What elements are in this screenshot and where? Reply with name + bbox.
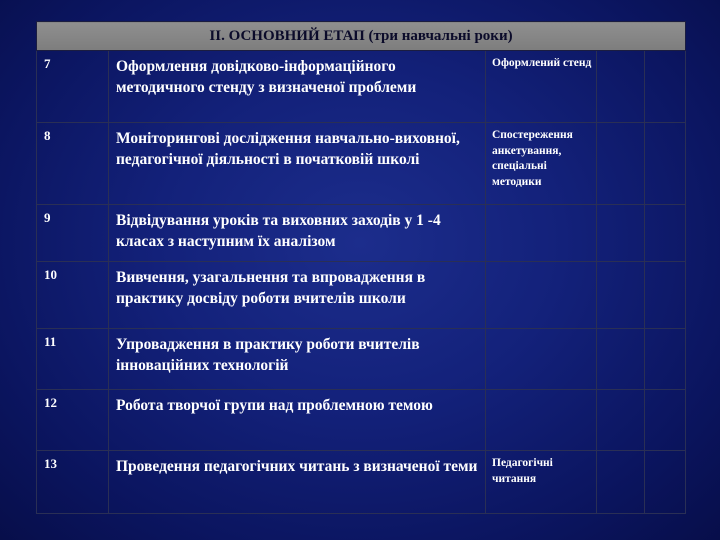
table-row (37, 262, 686, 329)
row-form (486, 390, 597, 451)
row-form: Педагогічні читання (486, 451, 597, 514)
row-number: 12 (37, 390, 109, 451)
row-empty-cell (597, 51, 645, 123)
row-empty-cell (645, 451, 686, 514)
row-task: Робота творчої групи над проблемною темою (109, 390, 486, 451)
row-empty-cell (597, 390, 645, 451)
row-empty-cell (645, 205, 686, 262)
table-row (37, 390, 686, 451)
row-task: Вивчення, узагальнення та впровадження в практику досвіду роботи вчителів школи (109, 262, 486, 329)
row-empty-cell (597, 123, 645, 205)
table-row (37, 123, 686, 205)
row-form: Оформлений стенд (486, 51, 597, 123)
row-form: Спостереження анкетування, спеціальні методики (486, 123, 597, 205)
table-row (37, 451, 686, 514)
row-form (486, 262, 597, 329)
row-task: Проведення педагогічних читань з визначеної теми (109, 451, 486, 514)
row-empty-cell (597, 329, 645, 390)
row-form (486, 329, 597, 390)
table-row (37, 51, 686, 123)
plan-table (36, 21, 686, 514)
row-form (486, 205, 597, 262)
row-empty-cell (597, 451, 645, 514)
row-number: 13 (37, 451, 109, 514)
row-number: 9 (37, 205, 109, 262)
row-empty-cell (645, 51, 686, 123)
row-empty-cell (645, 123, 686, 205)
table-header-row (37, 22, 686, 51)
row-empty-cell (597, 205, 645, 262)
table-row (37, 329, 686, 390)
row-number: 7 (37, 51, 109, 123)
row-task: Моніторингові дослідження навчально-виховної, педагогічної діяльності в початковій школі (109, 123, 486, 205)
row-number: 10 (37, 262, 109, 329)
row-task: Відвідування уроків та виховних заходів у 1 -4 класах з наступним їх аналізом (109, 205, 486, 262)
row-empty-cell (645, 262, 686, 329)
row-empty-cell (645, 329, 686, 390)
table-row (37, 205, 686, 262)
row-empty-cell (597, 262, 645, 329)
row-task: Упровадження в практику роботи вчителів інноваційних технологій (109, 329, 486, 390)
row-number: 11 (37, 329, 109, 390)
row-task: Оформлення довідково-інформаційного методичного стенду з визначеної проблеми (109, 51, 486, 123)
stage-title: ІІ. ОСНОВНИЙ ЕТАП (три навчальні роки) (37, 22, 686, 51)
row-empty-cell (645, 390, 686, 451)
row-number: 8 (37, 123, 109, 205)
